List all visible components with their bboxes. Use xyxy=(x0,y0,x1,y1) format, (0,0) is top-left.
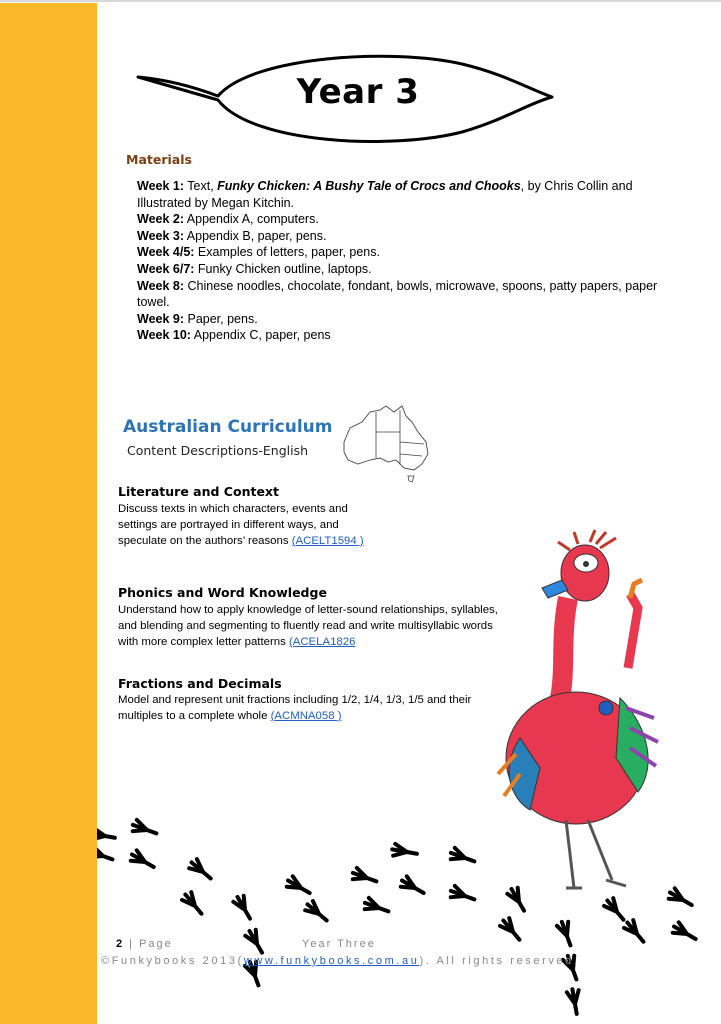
section-body-phonics: Understand how to apply knowledge of letter-sound relationships, syllables, and blending and segmenting to fluently read and write multisyllabic words with more complex letter patterns (ACELA1826 xyxy=(118,604,498,648)
website-link[interactable]: www.funkybooks.com.au xyxy=(243,955,420,967)
footer-running-title: Year Three xyxy=(302,938,376,950)
materials-list xyxy=(137,178,677,344)
bird-footprints-decoration xyxy=(97,800,721,1024)
australia-map-icon xyxy=(340,402,432,486)
materials-item: Week 10: Appendix C, paper, pens xyxy=(137,328,331,343)
materials-item: Week 3: Appendix B, paper, pens. xyxy=(137,228,327,243)
section-body-literature: Discuss texts in which characters, events and settings are portrayed in different ways, and speculate on the authors’ reasons (ACELT1594 ) xyxy=(118,503,364,547)
section-title-fractions: Fractions and Decimals xyxy=(118,676,282,691)
materials-item: Week 6/7: Funky Chicken outline, laptops. xyxy=(137,261,372,276)
curriculum-subheading: Content Descriptions-English xyxy=(127,443,309,458)
section-title-literature: Literature and Context xyxy=(118,484,279,499)
footer-page-number: 2 | Page xyxy=(116,938,173,950)
materials-heading: Materials xyxy=(126,152,192,167)
curriculum-code-link[interactable]: (ACMNA058 ) xyxy=(270,709,342,722)
curriculum-code-link[interactable]: (ACELA1826 xyxy=(288,635,356,648)
materials-item: Week 9: Paper, pens. xyxy=(137,311,258,326)
materials-item: Week 8: Chinese noodles, chocolate, fondant, bowls, microwave, spoons, patty papers, paper towel. xyxy=(137,278,658,310)
section-title-phonics: Phonics and Word Knowledge xyxy=(118,585,327,600)
materials-item: Week 2: Appendix A, computers. xyxy=(137,212,319,227)
side-bar xyxy=(0,3,97,1024)
footer-copyright: ©Funkybooks 2013(www.funkybooks.com.au). All rights reserved. xyxy=(101,955,580,967)
section-body-fractions: Model and represent unit fractions including 1/2, 1/4, 1/3, 1/5 and their multiples to a complete whole (ACMNA058 ) xyxy=(118,694,472,722)
curriculum-code-link[interactable]: (ACELT1594 ) xyxy=(291,534,364,547)
page-title: Year 3 xyxy=(296,72,420,112)
top-border xyxy=(0,0,721,2)
materials-item: Week 4/5: Examples of letters, paper, pens. xyxy=(137,245,380,260)
curriculum-heading: Australian Curriculum xyxy=(123,417,333,437)
materials-item: Week 1: Text, Funky Chicken: A Bushy Tale of Crocs and Chooks, by Chris Collin and Illustrated by Megan Kitchin. xyxy=(137,179,633,210)
